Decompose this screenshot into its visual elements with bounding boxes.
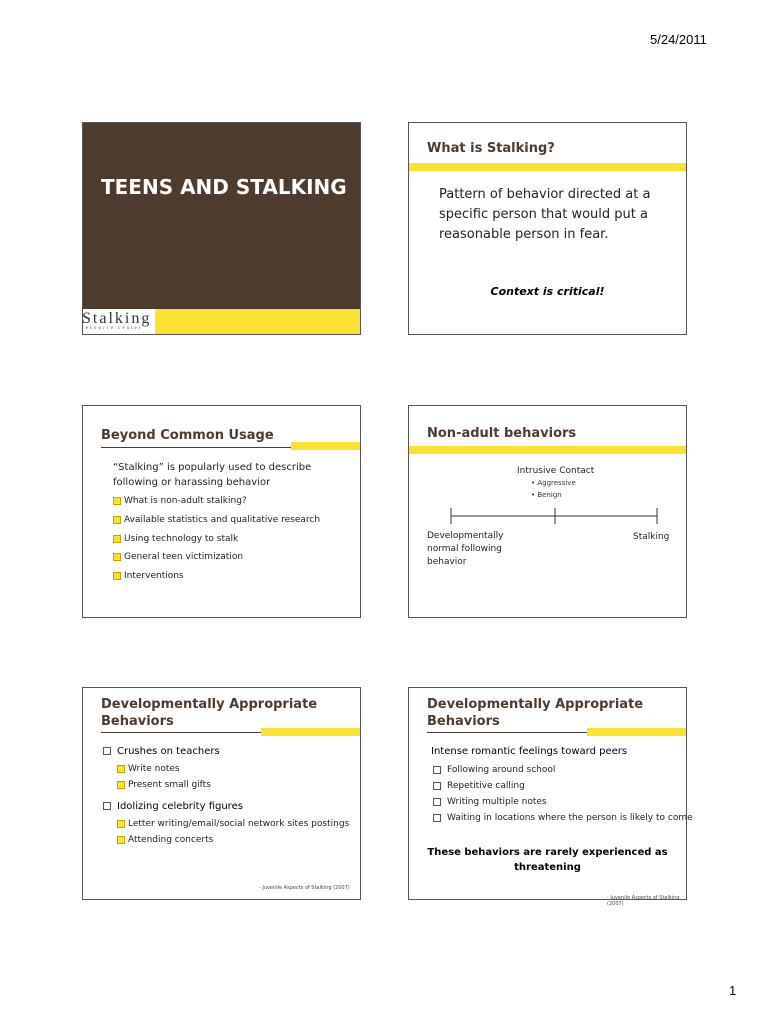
page-number: 1 <box>729 983 737 998</box>
bullet-icon <box>103 747 111 755</box>
slide-heading: Beyond Common Usage <box>101 428 274 443</box>
bullet-icon <box>113 535 121 543</box>
bullet-icon <box>117 781 125 789</box>
heading-underline <box>101 447 291 448</box>
bullet-icon <box>113 497 121 505</box>
emphasis-text: Context is critical! <box>490 285 605 298</box>
heading-underline <box>409 163 686 171</box>
bullet-icon <box>117 820 125 828</box>
middle-label: Intrusive Contact <box>517 466 595 476</box>
bullet-icon <box>433 814 441 822</box>
title-background <box>83 123 360 309</box>
bullet-icon <box>433 766 441 774</box>
heading-accent <box>291 442 360 450</box>
heading-accent <box>261 728 360 736</box>
list-item: Interventions <box>113 571 184 581</box>
list-item: Attending concerts <box>117 835 213 845</box>
logo-text: Stalking <box>82 310 152 327</box>
list-item: Repetitive calling <box>433 781 525 791</box>
definition-text: Pattern of behavior directed at a specific person that would put a reasonable person in fear. <box>439 187 651 242</box>
slide-heading: What is Stalking? <box>427 141 555 156</box>
heading-underline <box>427 732 587 733</box>
middle-item: • Benign <box>531 491 562 499</box>
intro-text: Intense romantic feelings toward peers <box>431 746 628 757</box>
title-accent-bar <box>155 309 360 334</box>
list-item: Present small gifts <box>117 780 211 790</box>
list-item: Following around school <box>433 765 555 775</box>
heading-underline <box>101 732 261 733</box>
list-item: Using technology to stalk <box>113 534 238 544</box>
citation: - Juvenile Aspects of Stalking (2007) <box>607 895 680 907</box>
bullet-icon <box>113 516 121 524</box>
middle-item: • Aggressive <box>531 479 576 487</box>
title-slide <box>82 122 361 335</box>
developmental-behaviors-slide <box>82 687 361 900</box>
bullet-icon <box>103 802 111 810</box>
list-item: Writing multiple notes <box>433 797 547 807</box>
list-item: General teen victimization <box>113 552 243 562</box>
bullet-icon <box>113 572 121 580</box>
bullet-icon <box>113 553 121 561</box>
heading-accent <box>587 728 686 736</box>
list-group: Crushes on teachers <box>103 746 220 757</box>
page-date: 5/24/2011 <box>650 32 707 47</box>
bullet-icon <box>117 836 125 844</box>
note-text: These behaviors are rarely experienced as threatening <box>427 847 668 873</box>
bullet-icon <box>433 798 441 806</box>
developmental-behaviors-peers-slide <box>408 687 693 907</box>
list-item: Available statistics and qualitative research <box>113 515 320 525</box>
slide-heading: Developmentally Appropriate Behaviors <box>101 697 318 729</box>
slide-heading: Developmentally Appropriate Behaviors <box>427 697 644 729</box>
slide-title: TEENS AND STALKING <box>101 175 347 199</box>
bullet-icon <box>433 782 441 790</box>
beyond-common-usage-slide <box>82 405 361 618</box>
left-label: Developmentally normal following behavior <box>427 531 504 567</box>
what-is-stalking-slide <box>408 122 687 335</box>
citation: - Juvenile Aspects of Stalking (2007) <box>259 885 350 891</box>
list-item: Write notes <box>117 764 180 774</box>
intro-text: “Stalking” is popularly used to describe following or harassing behavior <box>113 462 312 488</box>
continuum-line <box>409 504 686 528</box>
list-item: Letter writing/email/social network sites postings <box>117 819 349 829</box>
right-label: Stalking <box>633 532 670 542</box>
bullet-icon <box>117 765 125 773</box>
heading-underline <box>409 446 686 454</box>
list-item: What is non-adult stalking? <box>113 496 247 506</box>
slide-heading: Non-adult behaviors <box>427 426 577 441</box>
list-group: Idolizing celebrity figures <box>103 801 243 812</box>
list-item: Waiting in locations where the person is likely to come <box>433 813 693 823</box>
non-adult-behaviors-slide <box>408 405 687 618</box>
logo-subtext: resource center <box>82 326 143 331</box>
